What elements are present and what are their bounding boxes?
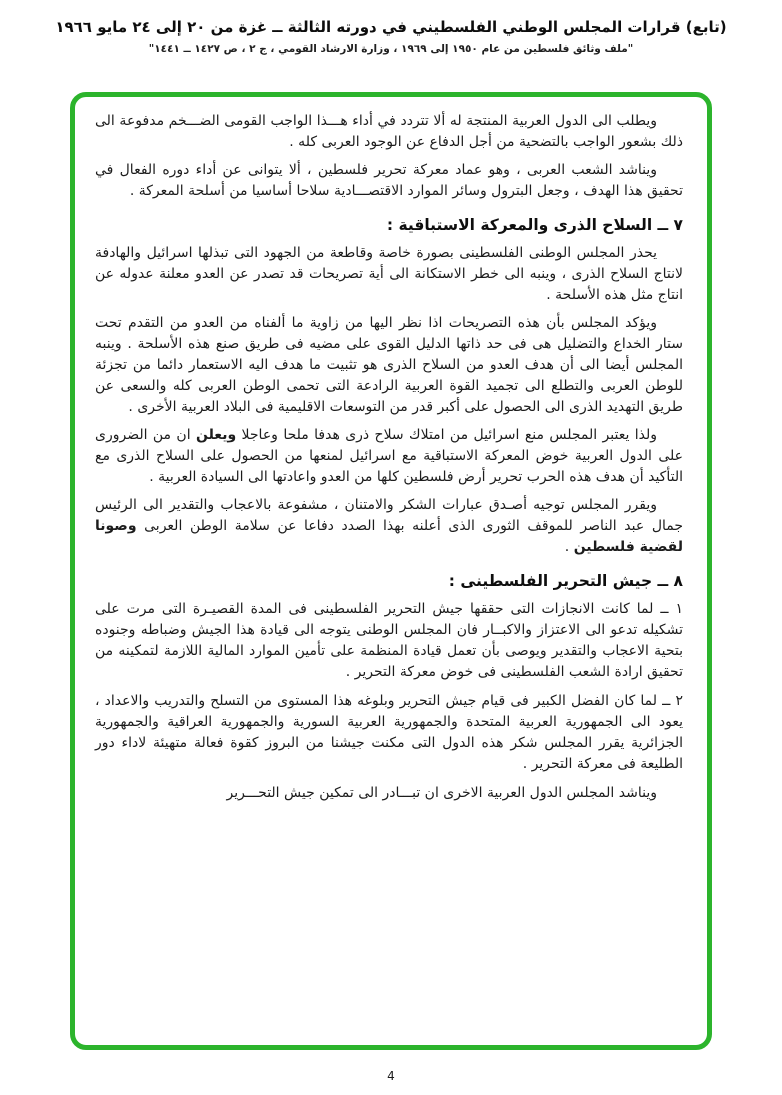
list-item-2-thanks-states: ٢ ــ لما كان الفضل الكبير فى قيام جيش التحرير وبلوغه هذا المستوى من التسلح والتدريب والاعداد ، يعود الى الجمهورية العربية المتحدة والجمهورية العربية السورية والجمهورية العراقية والجمهورية الجزائرية يقرر المجلس شكر هذه الدول التى مكنت جيشنا من البروز كقوة فعالة متهيئة لاداء دور الطليعة فى معركة التحرير . — [95, 693, 683, 772]
document-header — [40, 18, 742, 55]
paragraph-preemptive-war — [95, 425, 683, 488]
paragraph-thanks-nasser — [95, 495, 683, 558]
section-heading-8-liberation-army: ٨ ــ جيش التحرير الفلسطينى : — [448, 572, 683, 590]
paragraph-bold-phrase: وصونا لقضية فلسطين — [95, 518, 683, 555]
section-heading-7-nuclear-weapon: ٧ ــ السلاح الذرى والمعركة الاستباقية : — [386, 216, 683, 234]
paragraph-text-before: ولذا يعتبر المجلس منع اسرائيل من امتلاك سلاح ذرى هدفا ملحا وعاجلا — [236, 427, 657, 443]
paragraph-warning-israel-nuclear: يحذر المجلس الوطنى الفلسطينى بصورة خاصة وقاطعة من الجهود التى تبذلها اسرائيل والهادفة لانتاج السلاح الذرى ، وينبه الى خطر الاستكانة الى أية تصريحات قد تصدر عن العدو معلنة عدوله عن انتاج مثل هذه الأسلحة . — [95, 245, 683, 303]
paragraph-text-before: ويقرر المجلس توجيه أصـدق عبارات الشكر والامتنان ، مشفوعة بالاعجاب والتقدير الى الرئيس جمال عبد الناصر للموقف الثورى الذى أعلنه بهذا الصدد دفاعا عن سلامة الوطن العربى — [95, 497, 683, 534]
page-number: 4 — [387, 1069, 395, 1083]
paragraph-council-affirms-deception: ويؤكد المجلس بأن هذه التصريحات اذا نظر اليها من زاوية ما ألفناه من العدو من التقدم تحت ستار الخداع والتضليل هى فى حد ذاتها الدليل القوى على مضيه فى طريق صنع هذه الأسلحة . وينبه المجلس أيضا الى أن هدف العدو من السلاح الذرى هو تثبيت ما هدف اليه الاستعمار دائما من تجزئة للوطن العربى والتطلع الى تجميد القوة العربية الرادعة التى تحمى الوطن العربى كله والسعى عن طريق التهديد الذرى الى الحصول على أكبر قدر من التوسعات الاقليمية فى البلاد العربية الأخرى . — [95, 315, 683, 415]
content-frame — [70, 92, 712, 1050]
paragraph-appeal-other-states: ويناشد المجلس الدول العربية الاخرى ان تبـــادر الى تمكين جيش التحـــرير — [226, 785, 657, 801]
header-subtitle: "ملف وثائق فلسطين من عام ١٩٥٠ إلى ١٩٦٩ ، وزارة الارشاد القومي ، ج ٢ ، ص ١٤٢٧ ــ ١٤٤١" — [148, 43, 634, 55]
paragraph-text-after: . — [564, 539, 574, 555]
document-body — [95, 111, 683, 804]
paragraph-bold-word: ويعلن — [195, 427, 237, 443]
paragraph-arab-people-appeal: ويناشد الشعب العربى ، وهو عماد معركة تحرير فلسطين ، ألا يتوانى عن أداء دوره الفعال في تحقيق هذا الهدف ، وجعل البترول وسائر الموارد الاقتصـــادية سلاحا أساسيا من أسلحة المعركة . — [95, 162, 683, 199]
header-title: (تابع) قرارات المجلس الوطني الفلسطيني في دورته الثالثة ــ غزة من ٢٠ إلى ٢٤ مايو ١٩٦٦ — [55, 18, 727, 36]
list-item-1-army-achievements: ١ ــ لما كانت الانجازات التى حققها جيش التحرير الفلسطينى فى المدة القصيـرة التى مرت على تشكيله تدعو الى الاعتزاز والاكبــار فان المجلس الوطنى يتوجه الى قيادة هذا الجيش وضباطه وجنوده بتحية الاعجاب والتقدير ويوصى بأن تعمل قيادة المنظمة على تأمين الموارد المالية اللازمة لتمكينه من تحقيق ارادة الشعب الفلسطينى فى خوض معركة التحرير . — [95, 601, 683, 680]
paragraph-text-after: ان من الضرورى على الدول العربية خوض المعركة الاستباقية مع اسرائيل لمنعها من الحصول على السلاح الذرى مع التأكيد أن هدف هذه الحرب تحرير أرض فلسطين كلها من العدو واعادتها الى السيادة العربية . — [95, 427, 683, 485]
paragraph-oil-duty: ويطلب الى الدول العربية المنتجة له ألا تتردد في أداء هـــذا الواجب القومى الضـــخم مدفوعة الى ذلك بشعور الواجب بالتضحية من أجل الدفاع عن الوجود العربى كله . — [95, 113, 683, 150]
